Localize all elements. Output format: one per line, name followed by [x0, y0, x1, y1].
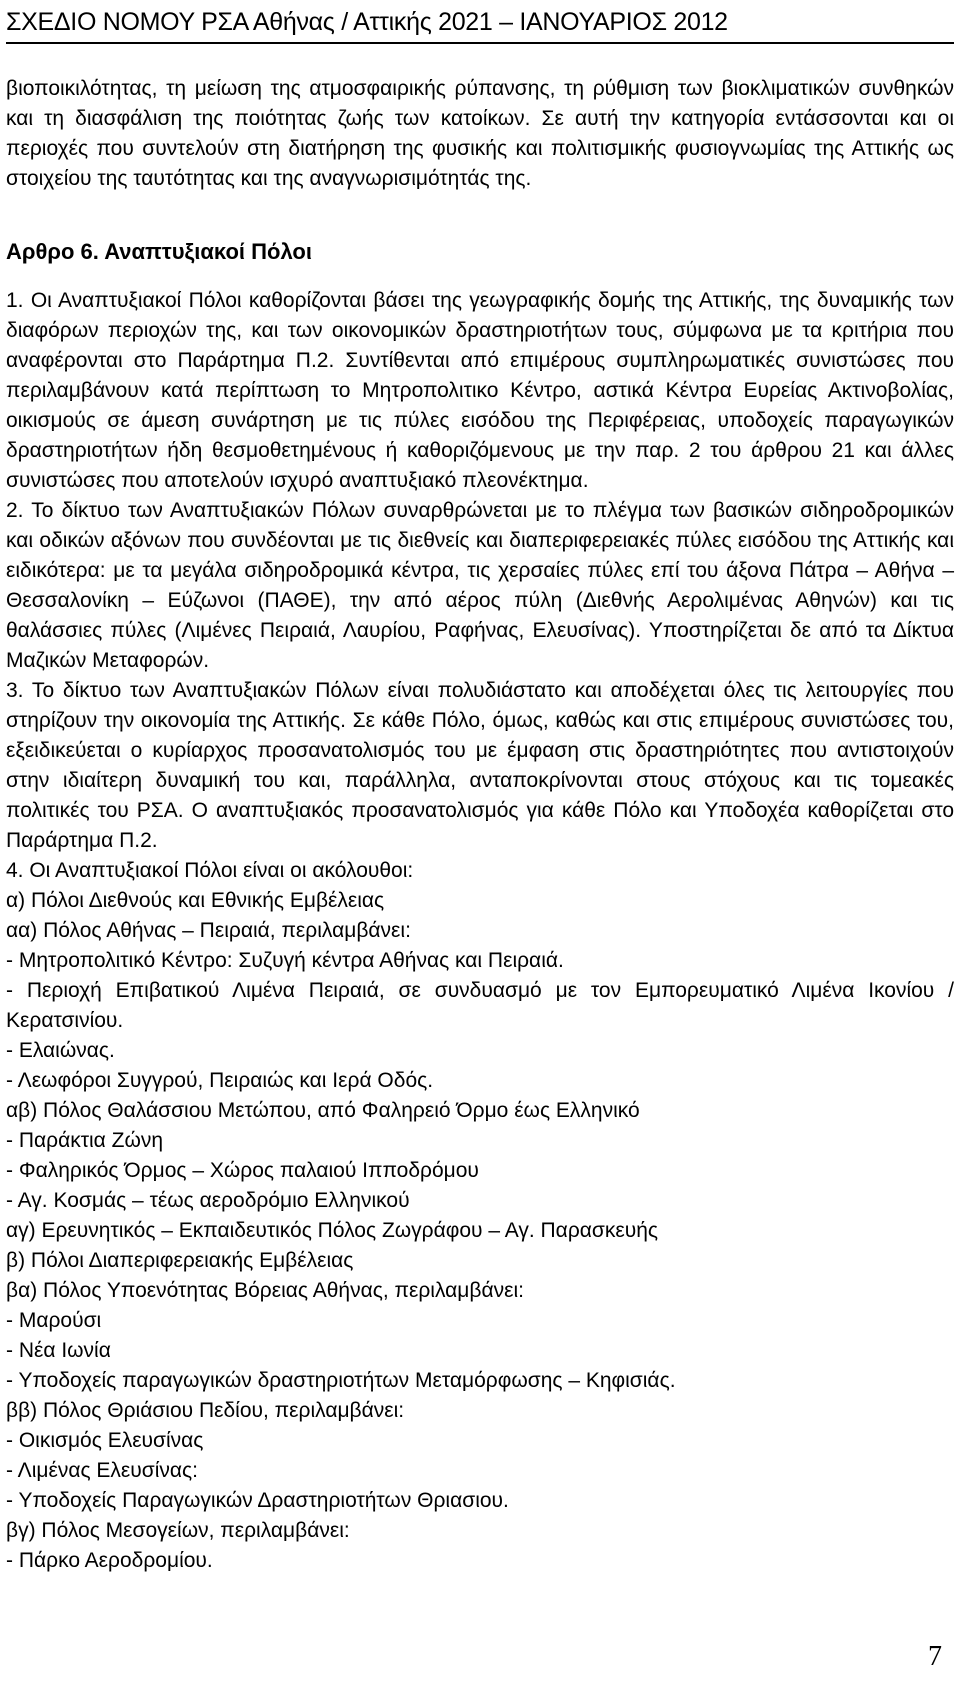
list-line: αβ) Πόλος Θαλάσσιου Μετώπου, από Φαληρειό Όρμο έως Ελληνικό: [6, 1099, 640, 1122]
list-line: ββ) Πόλος Θριάσιου Πεδίου, περιλαμβάνει:: [6, 1399, 405, 1422]
list-line: - Νέα Ιωνία: [6, 1339, 111, 1362]
document-body: [6, 74, 954, 1576]
list-line: βα) Πόλος Υποενότητας Βόρειας Αθήνας, περιλαμβάνει:: [6, 1279, 524, 1302]
article-paragraph-3: 3. Το δίκτυο των Αναπτυξιακών Πόλων είναι πολυδιάστατο και αποδέχεται όλες τις λειτουργίες που στηρίζουν την οικονομία της Αττικής. Σε κάθε Πόλο, όμως, καθώς και στις επιμέρους συνιστώσες του, εξειδικεύεται ο κυρίαρχος προσανατολισμός του με έμφαση στις δραστηριότητες που αντιστοιχούν στην ιδιαίτερη δυναμική του και, παράλληλα, ανταποκρίνονται στους στόχους και τις τομεακές πολιτικές του ΡΣΑ. Ο αναπτυξιακός προσανατολισμός για κάθε Πόλο και Υποδοχέα καθορίζεται στο Παράρτημα Π.2.: [6, 679, 954, 852]
list-line: βγ) Πόλος Μεσογείων, περιλαμβάνει:: [6, 1519, 350, 1542]
intro-paragraph: βιοποικιλότητας, τη μείωση της ατμοσφαιρικής ρύπανσης, τη ρύθμιση των βιοκλιματικών συνθηκών και τη διασφάλιση της ποιότητας ζωής των κατοίκων. Σε αυτή την κατηγορία εντάσσονται και οι περιοχές που συντελούν στη διατήρηση της φυσικής και πολιτισμικής φυσιογνωμίας της Αττικής ως στοιχείου της ταυτότητας και της αναγνωρισιμότητάς της.: [6, 77, 954, 190]
list-line: - Μαρούσι: [6, 1309, 102, 1332]
article-paragraph-1: 1. Οι Αναπτυξιακοί Πόλοι καθορίζονται βάσει της γεωγραφικής δομής της Αττικής, της δυναμικής των διαφόρων περιοχών της, και των οικονομικών δραστηριοτήτων τους, σύμφωνα με τα κριτήρια που αναφέρονται στο Παράρτημα Π.2. Συντίθενται από επιμέρους συμπληρωματικές συνιστώσες που περιλαμβάνουν κατά περίπτωση το Μητροπολιτικο Κέντρο, αστικά Κέντρα Ευρείας Ακτινοβολίας, οικισμούς σε άμεση συνάρτηση με τις πύλες εισόδου της Περιφέρειας, υποδοχείς παραγωγικών δραστηριοτήτων ήδη θεσμοθετημένους ή καθοριζόμενους με την παρ. 2 του άρθρου 21 και άλλες συνιστώσες που αποτελούν ισχυρό αναπτυξιακό πλεονέκτημα.: [6, 289, 954, 492]
header-divider: [6, 42, 954, 44]
list-line: αα) Πόλος Αθήνας – Πειραιά, περιλαμβάνει:: [6, 919, 411, 942]
list-line: - Αγ. Κοσμάς – τέως αεροδρόμιο Ελληνικού: [6, 1189, 410, 1212]
list-line: - Ελαιώνας.: [6, 1039, 115, 1062]
list-line: - Υποδοχείς Παραγωγικών Δραστηριοτήτων Θριασιου.: [6, 1489, 509, 1512]
page-number: 7: [928, 1641, 942, 1672]
list-line: - Πάρκο Αεροδρομίου.: [6, 1549, 213, 1572]
list-line: - Υποδοχείς παραγωγικών δραστηριοτήτων Μεταμόρφωσης – Κηφισιάς.: [6, 1369, 676, 1392]
list-line: - Παράκτια Ζώνη: [6, 1129, 164, 1152]
list-line: - Περιοχή Επιβατικού Λιμένα Πειραιά, σε συνδυασμό με τον Εμπορευματικό Λιμένα Ικονίου / Κερατσινίου.: [6, 979, 954, 1032]
list-line: - Μητροπολιτικό Κέντρο: Συζυγή κέντρα Αθήνας και Πειραιά.: [6, 949, 564, 972]
list-line: β) Πόλοι Διαπεριφερειακής Εμβέλειας: [6, 1249, 354, 1272]
list-line: 4. Οι Αναπτυξιακοί Πόλοι είναι οι ακόλουθοι:: [6, 859, 414, 882]
list-line: α) Πόλοι Διεθνούς και Εθνικής Εμβέλειας: [6, 889, 385, 912]
article-title: Αρθρο 6. Αναπτυξιακοί Πόλοι: [6, 239, 312, 264]
list-line: - Λιμένας Ελευσίνας:: [6, 1459, 198, 1482]
list-line: - Οικισμός Ελευσίνας: [6, 1429, 204, 1452]
article-paragraph-2: 2. Το δίκτυο των Αναπτυξιακών Πόλων συναρθρώνεται με το πλέγμα των βασικών σιδηροδρομικών και οδικών αξόνων που συνδέονται με τις διεθνείς και διαπεριφερειακές πύλες εισόδου της Αττικής και ειδικότερα: με τα μεγάλα σιδηροδρομικά κέντρα, τις χερσαίες πύλες επί του άξονα Πάτρα – Αθήνα – Θεσσαλονίκη – Εύζωνοι (ΠΑΘΕ), την από αέρος πύλη (Διεθνής Αερολιμένας Αθηνών) και τις θαλάσσιες πύλες (Λιμένες Πειραιά, Λαυρίου, Ραφήνας, Ελευσίνας). Υποστηρίζεται δε από τα Δίκτυα Μαζικών Μεταφορών.: [6, 499, 954, 672]
list-line: - Φαληρικός Όρμος – Χώρος παλαιού Ιπποδρόμου: [6, 1159, 479, 1182]
document-header: ΣΧΕΔΙΟ ΝΟΜΟΥ ΡΣΑ Αθήνας / Αττικής 2021 – ΙΑΝΟΥΑΡΙΟΣ 2012: [6, 8, 728, 36]
list-line: - Λεωφόροι Συγγρού, Πειραιώς και Ιερά Οδός.: [6, 1069, 434, 1092]
list-line: αγ) Ερευνητικός – Εκπαιδευτικός Πόλος Ζωγράφου – Αγ. Παρασκευής: [6, 1219, 659, 1242]
